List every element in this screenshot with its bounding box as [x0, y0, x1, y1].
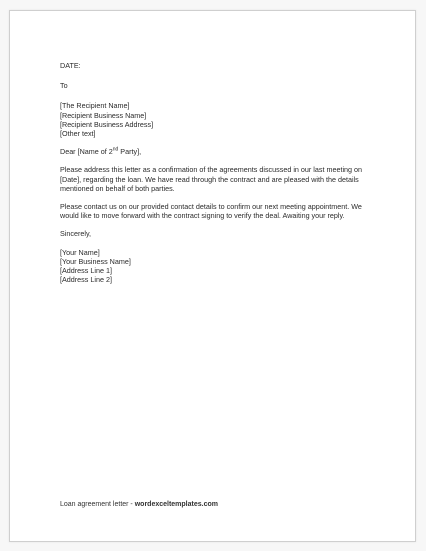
sender-name: [Your Name] [60, 247, 100, 257]
page-footer [60, 500, 218, 509]
sender-address-line-1: [Address Line 1] [60, 266, 112, 276]
recipient-block [60, 101, 378, 138]
recipient-business-name: [Recipient Business Name] [60, 110, 147, 120]
letter-body [60, 61, 378, 284]
date-label: DATE: [60, 61, 81, 70]
salutation-superscript: nd [112, 146, 119, 153]
sender-block [60, 248, 378, 285]
salutation-suffix: Party], [118, 147, 142, 157]
salutation-prefix: Dear [Name of 2 [60, 147, 113, 157]
footer-site-name: wordexceltemplates.com [134, 501, 218, 508]
recipient-other-text: [Other text] [60, 129, 96, 139]
letter-page [9, 10, 416, 542]
body-paragraph-1: Please address this letter as a confirmation of the agreements discussed in our last meeting on [Date], regarding the loan. We have read through the contract and are pleased with the details mentioned on behalf of both parties. [60, 165, 363, 193]
recipient-name: [The Recipient Name] [60, 101, 130, 111]
to-label: To [60, 81, 68, 91]
footer-caption: Loan agreement letter - [60, 501, 135, 508]
salutation [60, 147, 378, 156]
sender-address-line-2: [Address Line 2] [60, 275, 112, 285]
closing: Sincerely, [60, 229, 92, 239]
body-paragraph-2: Please contact us on our provided contact details to confirm our next meeting appointment. We would like to move forward with the contract signing to verify the deal. Awaiting your reply. [60, 202, 362, 221]
recipient-business-address: [Recipient Business Address] [60, 119, 154, 129]
sender-business-name: [Your Business Name] [60, 256, 131, 266]
